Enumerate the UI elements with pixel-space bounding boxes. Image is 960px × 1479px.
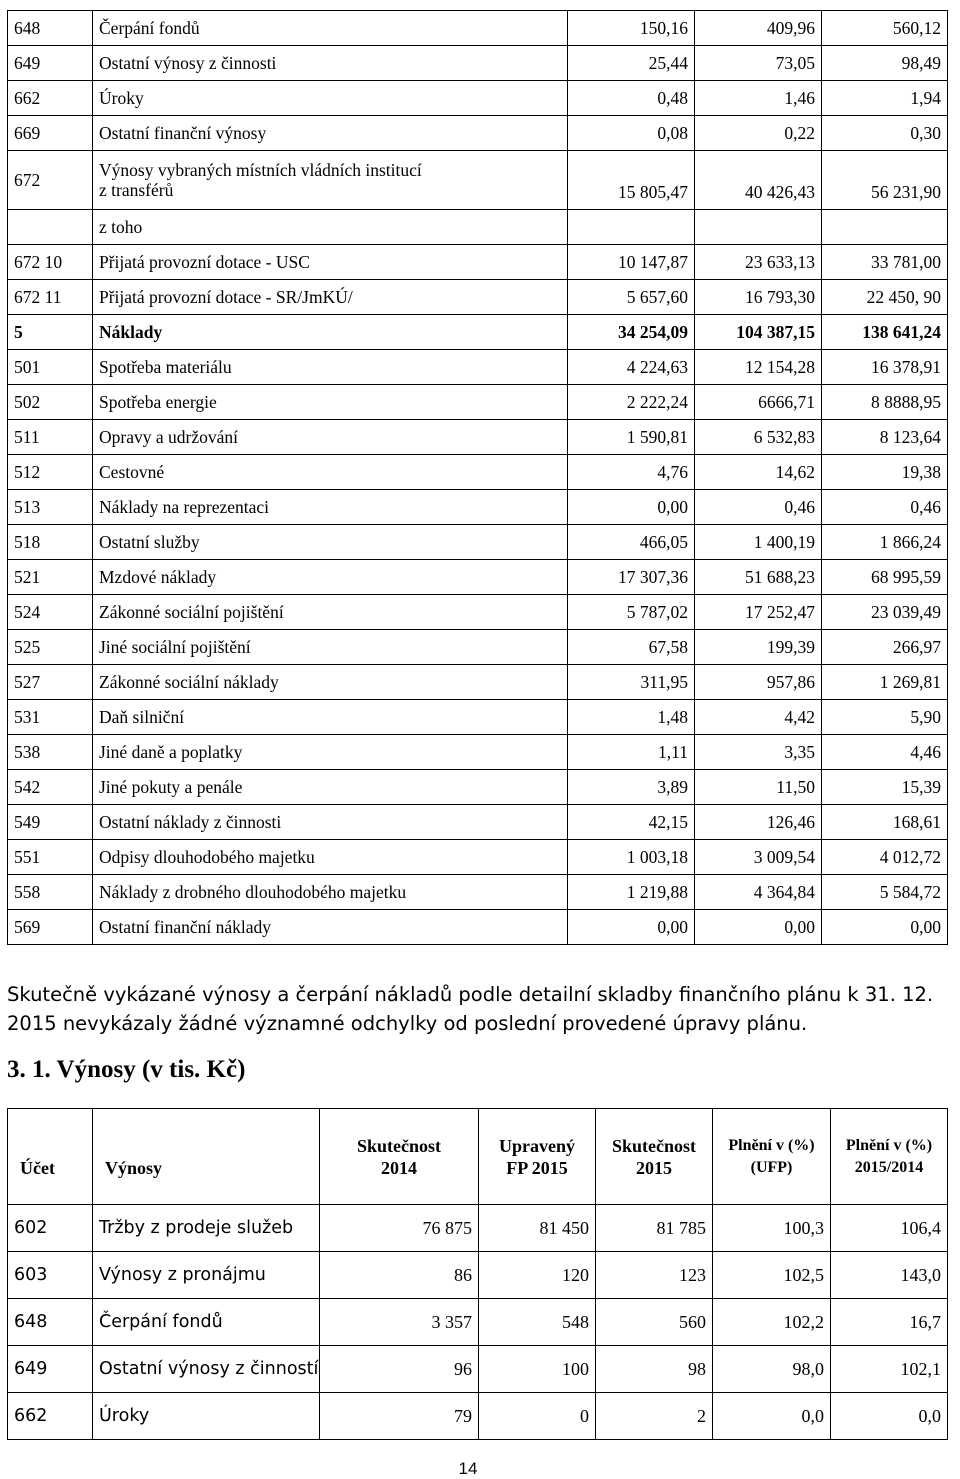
value-cell: 98,0 xyxy=(713,1346,831,1393)
value-cell: 2 xyxy=(596,1393,713,1440)
table-row xyxy=(8,1299,948,1346)
description-cell: Náklady z drobného dlouhodobého majetku xyxy=(93,875,568,910)
table-row xyxy=(8,81,948,116)
value-cell: 23 633,13 xyxy=(695,245,822,280)
table-row xyxy=(8,630,948,665)
description-cell: Ostatní služby xyxy=(93,525,568,560)
value-cell: 0,0 xyxy=(831,1393,948,1440)
value-cell: 5,90 xyxy=(822,700,948,735)
value-cell: 96 xyxy=(320,1346,479,1393)
account-cell: 527 xyxy=(8,665,93,700)
description-cell xyxy=(93,151,568,210)
account-cell: 603 xyxy=(8,1252,93,1299)
value-cell: 1,94 xyxy=(822,81,948,116)
value-cell: 8 123,64 xyxy=(822,420,948,455)
value-cell: 16 793,30 xyxy=(695,280,822,315)
description-cell: Ostatní finanční výnosy xyxy=(93,116,568,151)
value-cell: 73,05 xyxy=(695,46,822,81)
value-cell: 4,42 xyxy=(695,700,822,735)
value-cell: 81 785 xyxy=(596,1205,713,1252)
table-row xyxy=(8,840,948,875)
value-cell: 1,48 xyxy=(568,700,695,735)
description-cell: Odpisy dlouhodobého majetku xyxy=(93,840,568,875)
account-cell: 542 xyxy=(8,770,93,805)
account-cell: 5 xyxy=(8,315,93,350)
table-row-total xyxy=(8,315,948,350)
value-cell: 138 641,24 xyxy=(822,315,948,350)
value-cell: 25,44 xyxy=(568,46,695,81)
value-cell: 409,96 xyxy=(695,11,822,46)
expenses-table xyxy=(7,10,948,945)
description-cell: Spotřeba materiálu xyxy=(93,350,568,385)
description-cell: Ostatní výnosy z činnosti xyxy=(93,46,568,81)
value-cell: 3 009,54 xyxy=(695,840,822,875)
value-cell: 14,62 xyxy=(695,455,822,490)
account-cell: 672 xyxy=(8,151,93,210)
description-cell: Přijatá provozní dotace - SR/JmKÚ/ xyxy=(93,280,568,315)
revenue-name-cell: Výnosy z pronájmu xyxy=(93,1252,320,1299)
table-row xyxy=(8,420,948,455)
value-cell: 16,7 xyxy=(831,1299,948,1346)
account-cell: 512 xyxy=(8,455,93,490)
value-cell: 1,46 xyxy=(695,81,822,116)
account-cell: 669 xyxy=(8,116,93,151)
column-header-fulfillment-yoy: Plnění v (%) 2015/2014 xyxy=(831,1109,948,1205)
description-cell: Ostatní náklady z činnosti xyxy=(93,805,568,840)
value-cell: 3,89 xyxy=(568,770,695,805)
value-cell: 16 378,91 xyxy=(822,350,948,385)
value-cell: 11,50 xyxy=(695,770,822,805)
description-cell: Náklady na reprezentaci xyxy=(93,490,568,525)
table-row xyxy=(8,151,948,210)
value-cell: 81 450 xyxy=(479,1205,596,1252)
value-cell: 4,76 xyxy=(568,455,695,490)
value-cell: 15 805,47 xyxy=(568,151,695,210)
value-cell: 17 252,47 xyxy=(695,595,822,630)
value-cell: 0 xyxy=(479,1393,596,1440)
description-cell: Ostatní finanční náklady xyxy=(93,910,568,945)
account-cell: 672 10 xyxy=(8,245,93,280)
value-cell: 104 387,15 xyxy=(695,315,822,350)
account-cell: 502 xyxy=(8,385,93,420)
value-cell: 120 xyxy=(479,1252,596,1299)
account-cell: 518 xyxy=(8,525,93,560)
revenue-name-cell: Úroky xyxy=(93,1393,320,1440)
account-cell: 648 xyxy=(8,1299,93,1346)
description-cell: Daň silniční xyxy=(93,700,568,735)
value-cell: 86 xyxy=(320,1252,479,1299)
subheading-cell: z toho xyxy=(93,210,568,245)
value-cell: 68 995,59 xyxy=(822,560,948,595)
description-cell: Spotřeba energie xyxy=(93,385,568,420)
table-row xyxy=(8,116,948,151)
table-row xyxy=(8,350,948,385)
account-cell: 649 xyxy=(8,1346,93,1393)
value-cell: 10 147,87 xyxy=(568,245,695,280)
description-cell: Úroky xyxy=(93,81,568,116)
value-cell: 1 219,88 xyxy=(568,875,695,910)
table-row xyxy=(8,1346,948,1393)
value-cell: 126,46 xyxy=(695,805,822,840)
value-cell: 6 532,83 xyxy=(695,420,822,455)
value-cell: 102,2 xyxy=(713,1299,831,1346)
value-cell: 3,35 xyxy=(695,735,822,770)
column-header-account: Účet xyxy=(8,1109,93,1205)
table-row xyxy=(8,210,948,245)
table-row xyxy=(8,11,948,46)
column-header-revenues: Výnosy xyxy=(93,1109,320,1205)
revenue-name-cell: Ostatní výnosy z činností xyxy=(93,1346,320,1393)
table-row xyxy=(8,770,948,805)
value-cell: 8 8888,95 xyxy=(822,385,948,420)
account-cell: 538 xyxy=(8,735,93,770)
revenue-name-cell: Tržby z prodeje služeb xyxy=(93,1205,320,1252)
table-row xyxy=(8,735,948,770)
value-cell: 1 400,19 xyxy=(695,525,822,560)
page-number: 14 xyxy=(458,1459,478,1478)
value-cell: 51 688,23 xyxy=(695,560,822,595)
account-cell: 531 xyxy=(8,700,93,735)
description-cell: Přijatá provozní dotace - USC xyxy=(93,245,568,280)
value-cell: 76 875 xyxy=(320,1205,479,1252)
value-cell: 5 584,72 xyxy=(822,875,948,910)
table-row xyxy=(8,805,948,840)
value-cell: 42,15 xyxy=(568,805,695,840)
table-row xyxy=(8,490,948,525)
value-cell: 2 222,24 xyxy=(568,385,695,420)
value-cell: 0,30 xyxy=(822,116,948,151)
value-cell: 311,95 xyxy=(568,665,695,700)
value-cell: 100,3 xyxy=(713,1205,831,1252)
column-header-fulfillment-ufp: Plnění v (%) (UFP) xyxy=(713,1109,831,1205)
value-cell: 33 781,00 xyxy=(822,245,948,280)
value-cell: 19,38 xyxy=(822,455,948,490)
account-cell: 551 xyxy=(8,840,93,875)
column-header-actual-2015: Skutečnost 2015 xyxy=(596,1109,713,1205)
description-cell: Jiné pokuty a penále xyxy=(93,770,568,805)
value-cell: 560 xyxy=(596,1299,713,1346)
value-cell: 0,00 xyxy=(568,910,695,945)
table-row xyxy=(8,46,948,81)
value-cell: 0,46 xyxy=(822,490,948,525)
table-row xyxy=(8,280,948,315)
value-cell: 6666,71 xyxy=(695,385,822,420)
value-cell: 0,00 xyxy=(822,910,948,945)
value-cell: 0,46 xyxy=(695,490,822,525)
value-cell: 466,05 xyxy=(568,525,695,560)
table-row xyxy=(8,700,948,735)
description-cell: Jiné sociální pojištění xyxy=(93,630,568,665)
value-cell: 12 154,28 xyxy=(695,350,822,385)
value-cell: 957,86 xyxy=(695,665,822,700)
table-row xyxy=(8,1252,948,1299)
account-cell: 672 11 xyxy=(8,280,93,315)
value-cell: 1 269,81 xyxy=(822,665,948,700)
value-cell: 4 364,84 xyxy=(695,875,822,910)
description-cell: Cestovné xyxy=(93,455,568,490)
account-cell: 648 xyxy=(8,11,93,46)
value-cell: 40 426,43 xyxy=(695,151,822,210)
value-cell: 0,00 xyxy=(695,910,822,945)
account-cell: 511 xyxy=(8,420,93,455)
value-cell: 22 450, 90 xyxy=(822,280,948,315)
account-cell: 662 xyxy=(8,1393,93,1440)
account-cell: 521 xyxy=(8,560,93,595)
description-cell: Zákonné sociální náklady xyxy=(93,665,568,700)
value-cell: 168,61 xyxy=(822,805,948,840)
table-row xyxy=(8,455,948,490)
value-cell: 0,48 xyxy=(568,81,695,116)
value-cell: 5 657,60 xyxy=(568,280,695,315)
table-row xyxy=(8,1393,948,1440)
description-line: z transférů xyxy=(99,180,174,200)
value-cell: 1 590,81 xyxy=(568,420,695,455)
table-row xyxy=(8,910,948,945)
description-cell: Čerpání fondů xyxy=(93,11,568,46)
value-cell: 548 xyxy=(479,1299,596,1346)
value-cell: 4 224,63 xyxy=(568,350,695,385)
value-cell: 1 003,18 xyxy=(568,840,695,875)
value-cell: 5 787,02 xyxy=(568,595,695,630)
section-heading: 3. 1. Výnosy (v tis. Kč) xyxy=(7,1056,246,1083)
account-cell: 602 xyxy=(8,1205,93,1252)
value-cell: 17 307,36 xyxy=(568,560,695,595)
table-row xyxy=(8,385,948,420)
table-row xyxy=(8,595,948,630)
revenue-name-cell: Čerpání fondů xyxy=(93,1299,320,1346)
value-cell: 143,0 xyxy=(831,1252,948,1299)
table-row xyxy=(8,525,948,560)
account-cell: 513 xyxy=(8,490,93,525)
value-cell: 0,08 xyxy=(568,116,695,151)
account-cell: 549 xyxy=(8,805,93,840)
value-cell: 123 xyxy=(596,1252,713,1299)
table-row xyxy=(8,245,948,280)
value-cell: 56 231,90 xyxy=(822,151,948,210)
account-cell: 662 xyxy=(8,81,93,116)
value-cell: 23 039,49 xyxy=(822,595,948,630)
account-cell: 501 xyxy=(8,350,93,385)
revenue-table xyxy=(7,1108,948,1440)
description-cell: Mzdové náklady xyxy=(93,560,568,595)
account-cell: 649 xyxy=(8,46,93,81)
value-cell: 199,39 xyxy=(695,630,822,665)
value-cell: 67,58 xyxy=(568,630,695,665)
value-cell: 102,1 xyxy=(831,1346,948,1393)
value-cell: 1 866,24 xyxy=(822,525,948,560)
value-cell: 150,16 xyxy=(568,11,695,46)
account-cell: 558 xyxy=(8,875,93,910)
value-cell: 102,5 xyxy=(713,1252,831,1299)
account-cell: 524 xyxy=(8,595,93,630)
value-cell: 106,4 xyxy=(831,1205,948,1252)
column-header-adjusted-plan: Upravený FP 2015 xyxy=(479,1109,596,1205)
description-cell: Zákonné sociální pojištění xyxy=(93,595,568,630)
value-cell: 0,00 xyxy=(568,490,695,525)
value-cell: 4 012,72 xyxy=(822,840,948,875)
column-header-actual-2014: Skutečnost 2014 xyxy=(320,1109,479,1205)
description-cell: Opravy a udržování xyxy=(93,420,568,455)
value-cell: 98,49 xyxy=(822,46,948,81)
table-row xyxy=(8,875,948,910)
summary-paragraph: Skutečně vykázané výnosy a čerpání nákladů podle detailní skladby finančního plánu k 31. 12. 2015 nevykázaly žádné významné odchylky od poslední provedené úpravy plánu. xyxy=(7,983,934,1035)
value-cell: 98 xyxy=(596,1346,713,1393)
value-cell: 266,97 xyxy=(822,630,948,665)
value-cell: 560,12 xyxy=(822,11,948,46)
description-line: Výnosy vybraných místních vládních institucí xyxy=(99,160,422,180)
value-cell: 3 357 xyxy=(320,1299,479,1346)
value-cell: 0,0 xyxy=(713,1393,831,1440)
value-cell: 1,11 xyxy=(568,735,695,770)
table-row xyxy=(8,560,948,595)
description-cell: Jiné daně a poplatky xyxy=(93,735,568,770)
table-row xyxy=(8,665,948,700)
value-cell: 4,46 xyxy=(822,735,948,770)
value-cell: 100 xyxy=(479,1346,596,1393)
value-cell: 0,22 xyxy=(695,116,822,151)
value-cell: 79 xyxy=(320,1393,479,1440)
account-cell: 525 xyxy=(8,630,93,665)
value-cell: 34 254,09 xyxy=(568,315,695,350)
description-cell: Náklady xyxy=(93,315,568,350)
table-header-row xyxy=(8,1109,948,1205)
value-cell: 15,39 xyxy=(822,770,948,805)
account-cell: 569 xyxy=(8,910,93,945)
table-row xyxy=(8,1205,948,1252)
